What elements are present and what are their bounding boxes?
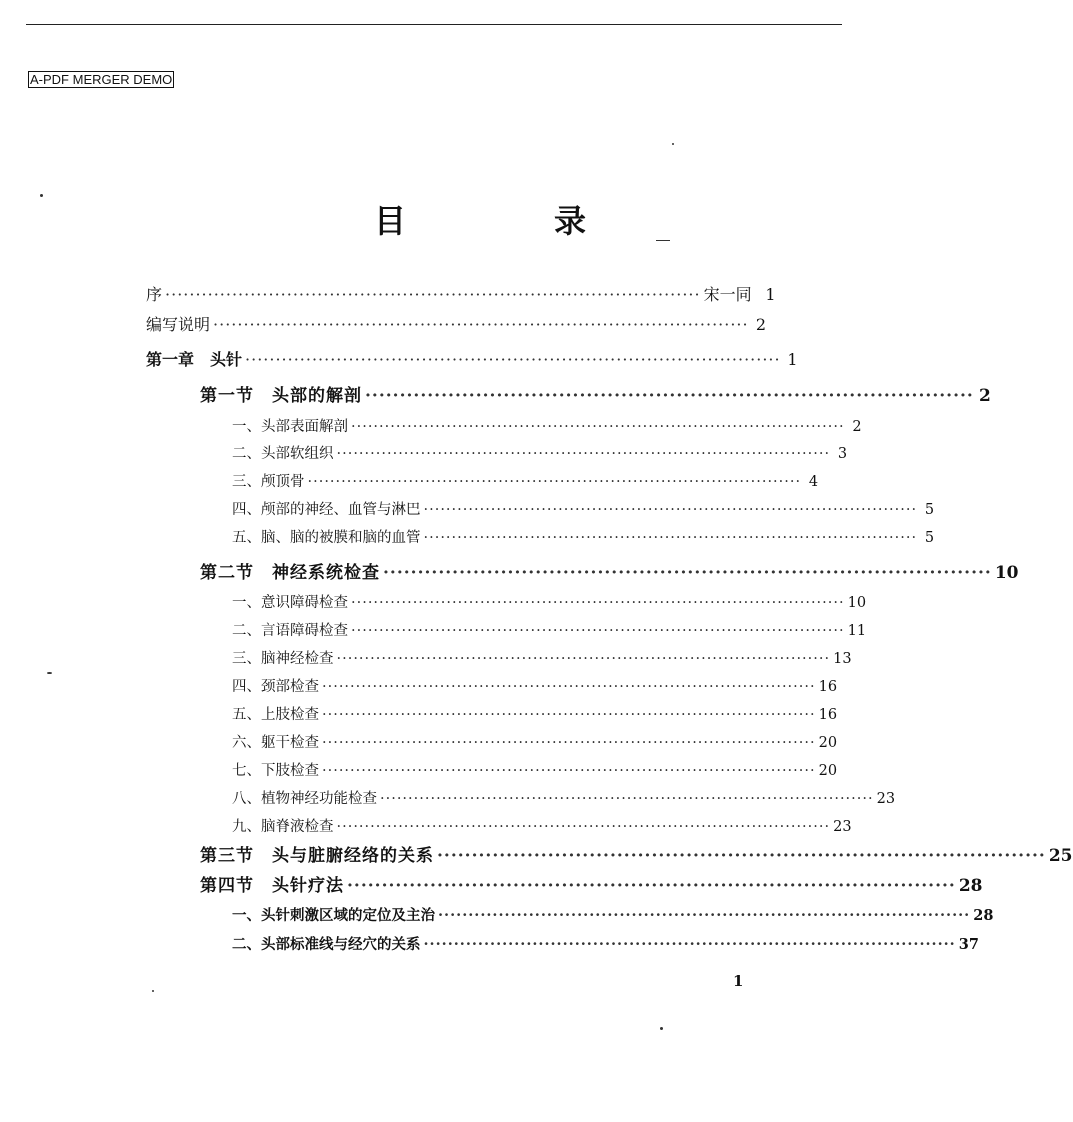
toc-entry-section[interactable] [200, 845, 1073, 867]
dot-leader: ························································································ [213, 315, 749, 334]
toc-entry-page: 20 [818, 763, 838, 779]
toc-entry-subsection[interactable] [232, 732, 838, 754]
toc-entry-label: 七、下肢检查 [232, 763, 319, 779]
toc-entry-page: 2 [755, 315, 766, 334]
page-title: 目 录 [374, 202, 645, 240]
toc-entry-subsection[interactable] [232, 934, 979, 956]
dot-leader: ························································································ [336, 446, 831, 462]
dot-leader: ························································································ [307, 474, 802, 490]
toc-entry-page: 10 [994, 563, 1019, 583]
toc-entry-preface[interactable] [146, 284, 776, 306]
toc-entry-page: 2 [852, 419, 862, 435]
toc-entry-label: 六、躯干检查 [232, 735, 319, 751]
toc-entry-page: 5 [924, 530, 935, 546]
toc-entry-subsection[interactable] [232, 788, 896, 810]
dot-leader: ························································································ [351, 623, 845, 639]
toc-entry-label: 五、脑、脑的被膜和脑的血管 [232, 530, 421, 546]
toc-entry-label: 二、头部标准线与经穴的关系 [232, 936, 421, 953]
toc-entry-label: 二、头部软组织 [232, 446, 334, 462]
dot-leader: ························································································ [165, 285, 701, 304]
toc-entry-subsection[interactable] [232, 471, 819, 493]
toc-entry-section[interactable] [200, 385, 991, 407]
toc-entry-subsection[interactable] [232, 676, 838, 698]
dot-leader: ························································································ [336, 651, 831, 667]
dot-leader: ························································································ [383, 563, 992, 583]
toc-entry-subsection[interactable] [232, 760, 838, 782]
toc-entry-label: 三、颅顶骨 [232, 474, 305, 490]
dot-leader: ························································································ [322, 735, 816, 751]
toc-entry-label: 三、脑神经检查 [232, 651, 334, 667]
dot-leader: ························································································ [347, 876, 956, 896]
toc-entry-subsection[interactable] [232, 816, 852, 838]
toc-entry-label: 九、脑脊液检查 [232, 819, 334, 835]
toc-entry-page: 3 [837, 446, 848, 462]
toc-entry-section[interactable] [200, 562, 1019, 584]
toc-entry-label: 八、植物神经功能检查 [232, 791, 377, 807]
toc-entry-subsection[interactable] [232, 592, 867, 614]
dot-leader: ························································································ [351, 595, 845, 611]
toc-entry-subsection[interactable] [232, 527, 935, 549]
dot-leader: ························································································ [336, 819, 831, 835]
toc-entry-page: 10 [847, 595, 867, 611]
toc-entry-label: 一、意识障碍检查 [232, 595, 348, 611]
toc-entry-subsection[interactable] [232, 443, 848, 465]
toc-entry-page: 28 [973, 907, 994, 924]
dot-leader: ························································································ [322, 679, 816, 695]
toc-entry-page: 5 [924, 502, 935, 518]
dot-leader: ························································································ [351, 419, 845, 435]
dot-leader: ························································································ [423, 502, 918, 518]
dot-leader: ························································································ [245, 350, 781, 369]
toc-entry-label: 编写说明 [146, 315, 211, 334]
toc-entry-page: 16 [818, 679, 838, 695]
toc-entry-label: 二、言语障碍检查 [232, 623, 348, 639]
toc-entry-label: 一、头部表面解剖 [232, 419, 348, 435]
toc-entry-page: 4 [808, 474, 819, 490]
dot-leader: ························································································ [423, 530, 918, 546]
toc-entry-page: 25 [1048, 846, 1073, 866]
toc-entry-page: 23 [833, 819, 852, 835]
toc-entry-subsection[interactable] [232, 704, 838, 726]
toc-entry-page: 13 [833, 651, 852, 667]
toc-entry-label: 五、上肢检查 [232, 707, 319, 723]
toc-entry-chapter[interactable] [146, 349, 798, 371]
toc-entry-label: 一、头针刺激区域的定位及主治 [232, 907, 435, 924]
dot-leader: ························································································ [322, 763, 816, 779]
toc-entry-label: 第一章 头针 [146, 350, 243, 369]
toc-entry-page: 11 [847, 623, 867, 639]
toc-entry-subsection[interactable] [232, 648, 852, 670]
dot-leader: ························································································ [423, 936, 956, 953]
watermark-stamp: A-PDF MERGER DEMO [30, 72, 173, 87]
dot-leader: ························································································ [380, 791, 874, 807]
toc-entry-page: 20 [818, 735, 838, 751]
toc-entry-page: 16 [818, 707, 838, 723]
page-number: 1 [733, 972, 744, 990]
toc-entry-page: 1 [765, 285, 776, 304]
toc-entry-subsection[interactable] [232, 620, 867, 642]
dot-leader: ························································································ [365, 386, 974, 406]
dot-leader: ························································································ [438, 907, 971, 924]
toc-entry-label: 序 [146, 285, 163, 304]
toc-entry-page: 23 [876, 791, 896, 807]
toc-entry-page: 1 [787, 350, 798, 369]
toc-entry-label: 四、颅部的神经、血管与淋巴 [232, 502, 421, 518]
toc-entry-section[interactable] [200, 875, 983, 897]
toc-entry-subsection[interactable] [232, 905, 994, 927]
toc-entry-page: 2 [978, 386, 991, 406]
toc-entry-editorial-notes[interactable] [146, 314, 766, 336]
toc-entry-subsection[interactable] [232, 499, 935, 521]
toc-entry-page: 37 [958, 936, 979, 953]
toc-entry-label: 第四节 头针疗法 [200, 876, 344, 896]
toc-entry-page: 28 [958, 876, 983, 896]
toc-entry-label: 第三节 头与脏腑经络的关系 [200, 846, 434, 866]
toc-entry-label: 第一节 头部的解剖 [200, 386, 362, 406]
dot-leader: ························································································ [437, 846, 1046, 866]
toc-entry-label: 四、颈部检查 [232, 679, 319, 695]
toc-entry-subsection[interactable] [232, 416, 862, 438]
toc-entry-label: 第二节 神经系统检查 [200, 563, 380, 583]
toc-entry-author: 宋一同 [703, 285, 752, 304]
dot-leader: ························································································ [322, 707, 816, 723]
